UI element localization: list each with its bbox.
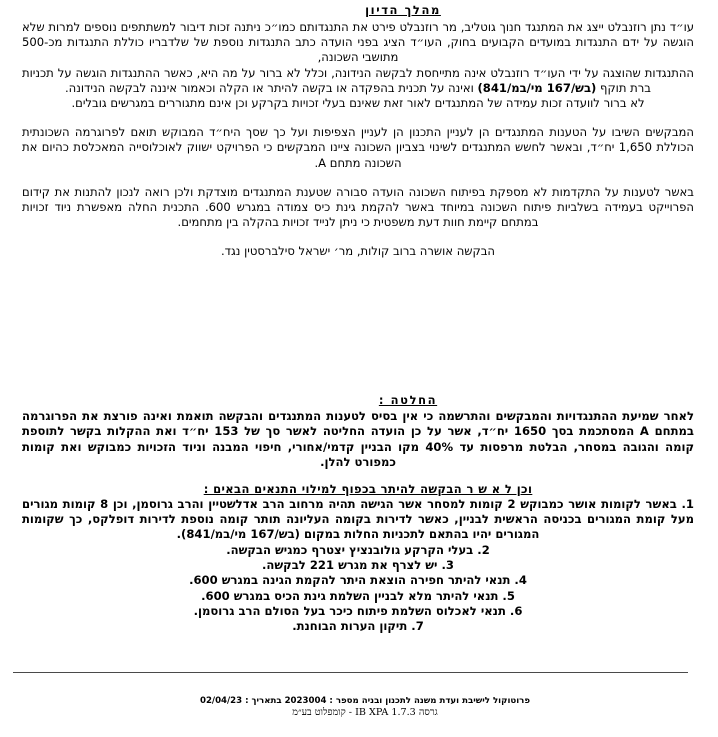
paragraph-run: המבקשים השיבו על הטענות המתנגדים הן לעניין התכנון הן לעניין הצפיפות ועל כך שסך היח״ד המבוקש תואם לפרוגרמה השכונתית הכוללת 1,650 יח״ד, ובאשר לחשש המתנגדים לשינוי בצביון השכונה ציינו המבקשים כי הפרויקט ישווק לאוכלוסייה המאכלסת כהיום את השכונה מתחם A.	[22, 125, 694, 170]
plan-reference: (בש/167 מי/במ/841)	[477, 80, 597, 95]
discussion-section-body	[22, 20, 694, 260]
condition-item: 2. בעלי הקרקע גולובנציץ יצטרף כמגיש הבקשה.	[226, 542, 490, 557]
condition-item: 3. יש לצרף את מגרש 221 לבקשה.	[262, 557, 454, 572]
paragraph-run: הבקשה אושרה ברוב קולות, מר׳ ישראל סילברסטין נגד.	[221, 244, 495, 259]
condition-item: 6. תנאי לאכלוס השלמת פיתוח כיכר בעל הסולם הרב גרוסמן.	[193, 603, 523, 618]
discussion-paragraph-1	[22, 20, 694, 66]
paragraph-run: ואינה על תכנית בהפקדה או בקשה להיתר או הקלה וכאמור איננה לבקשה הנידונה.	[64, 80, 478, 95]
paragraph-spacer	[22, 230, 694, 244]
footer-version-line: גרסה IB XPA 1.7.3 - קומפלוט בע״מ	[292, 707, 438, 718]
discussion-paragraph-6	[22, 244, 694, 259]
condition-item: 4. תנאי להיתר חפירה הוצאת היתר להקמת הגינה במגרש 600.	[189, 573, 527, 588]
paragraph-spacer	[22, 111, 694, 125]
paragraph-run: באשר לטענות על התקדמות לא מספקת בפיתוח השכונה הועדה סבורה שטענת המתנגדים מוצדקת ולכן רואה לנכון להתנות את קידום הפרוייקט בעמידה בשלביות פיתוח השכונה במיוחד באשר להקמת גינת כיס צמודה במגרש 600. התכנית החלה מאפשרת ניוד זכויות במתחם קיימת חוות דעת משפטית כי ניתן לנייד זכויות בהקלה בין מתחמים.	[22, 184, 695, 230]
paragraph-spacer	[22, 171, 694, 185]
discussion-paragraph-4	[22, 125, 694, 171]
footer	[0, 696, 718, 719]
paragraph-run: לא ברור לוועדה זכות עמידה של המתנגדים לאור זאת שאינם בעלי זכויות בקרקע וכן אינם מתגוררים במגרשים גובלים.	[71, 96, 645, 111]
paragraph-run: עו״ד נתן רוזנבלט ייצג את המתנגד חנוך גוטליב, מר רוזנבלט פירט את התנגדותם כמו״כ ניתנה זכות דיבור למשתתפים נוספים למרות שלא הוגשה על ידם התנגדות במועדים הקבועים בחוק, העו״ד הציג בפני הועדה כתב התנגדות נוספת של שלדבריו כוללת התנגדות מכ-500 מתושבי השכונה,	[22, 20, 694, 65]
discussion-paragraph-3	[22, 96, 694, 111]
footer-divider	[13, 672, 688, 673]
condition-item: 1. באשר לקומות אושר כמבוקש 2 קומות למסחר אשר הגישה תהיה מרחוב הרב אדלשטיין והרב גרוסמן, וכן 8 קומות מגורים מעל קומת המגורים בכניסה הראשית לבניין, כאשר לדירות בקומה העליונה תותר קומה נוספת לדירות דופלקס, כך שקומות המגורים יהיו בהתאם לתכניות החלות במקום (בש/167 מי/במ/841).	[22, 496, 694, 542]
decision-section-title: החלטה :	[378, 393, 438, 407]
decision-section	[22, 393, 694, 634]
discussion-section-title: מהלך הדיון	[365, 3, 441, 17]
discussion-paragraph-2	[22, 66, 694, 96]
decision-body-text: לאחר שמיעת ההתנגדויות והמבקשים והתרשמה כי אין בסיס לטענות המתנגדים והבקשה תואמת ואינה פורצת את הפרוגרמה במתחם A המסתכמת בסך 1650 יח״ד, אשר על כן הועדה החליטה לאשר סך של 153 יח״ד ואת ההקלות בקשר לתוספת קומה והגובה במסחר, הבלטת מרפסות עד 40% מקו הבניין קדמי/אחורי, חיפוי המבנה וניוד הזכויות כמבוקש ואת קומות כמפורט להלן.	[22, 409, 694, 469]
condition-item: 5. תנאי להיתר מלא לבניין השלמת גינת הכיס במגרש 600.	[201, 588, 515, 603]
condition-item: 7. תיקון הערות הבוחנת.	[292, 619, 424, 634]
footer-protocol-line: פרוטוקול לישיבת ועדת משנה לתכנון ובניה מספר : 2023004 בתאריך : 02/04/23	[199, 696, 531, 706]
conditions-section-title: וכן ל א ש ר הבקשה להיתר בכפוף למילוי התנאים הבאים :	[203, 481, 533, 496]
discussion-paragraph-5	[22, 185, 694, 231]
paragraph-run: ההתנגדות שהוצגה על ידי העו״ד רוזנבלט אינה מתייחסת לבקשה הנידונה, וכלל לא ברור על מה היא, כאשר ההתנגדות הוגשה על תכניות ברת תוקף	[22, 65, 694, 95]
conditions-list	[22, 497, 694, 635]
